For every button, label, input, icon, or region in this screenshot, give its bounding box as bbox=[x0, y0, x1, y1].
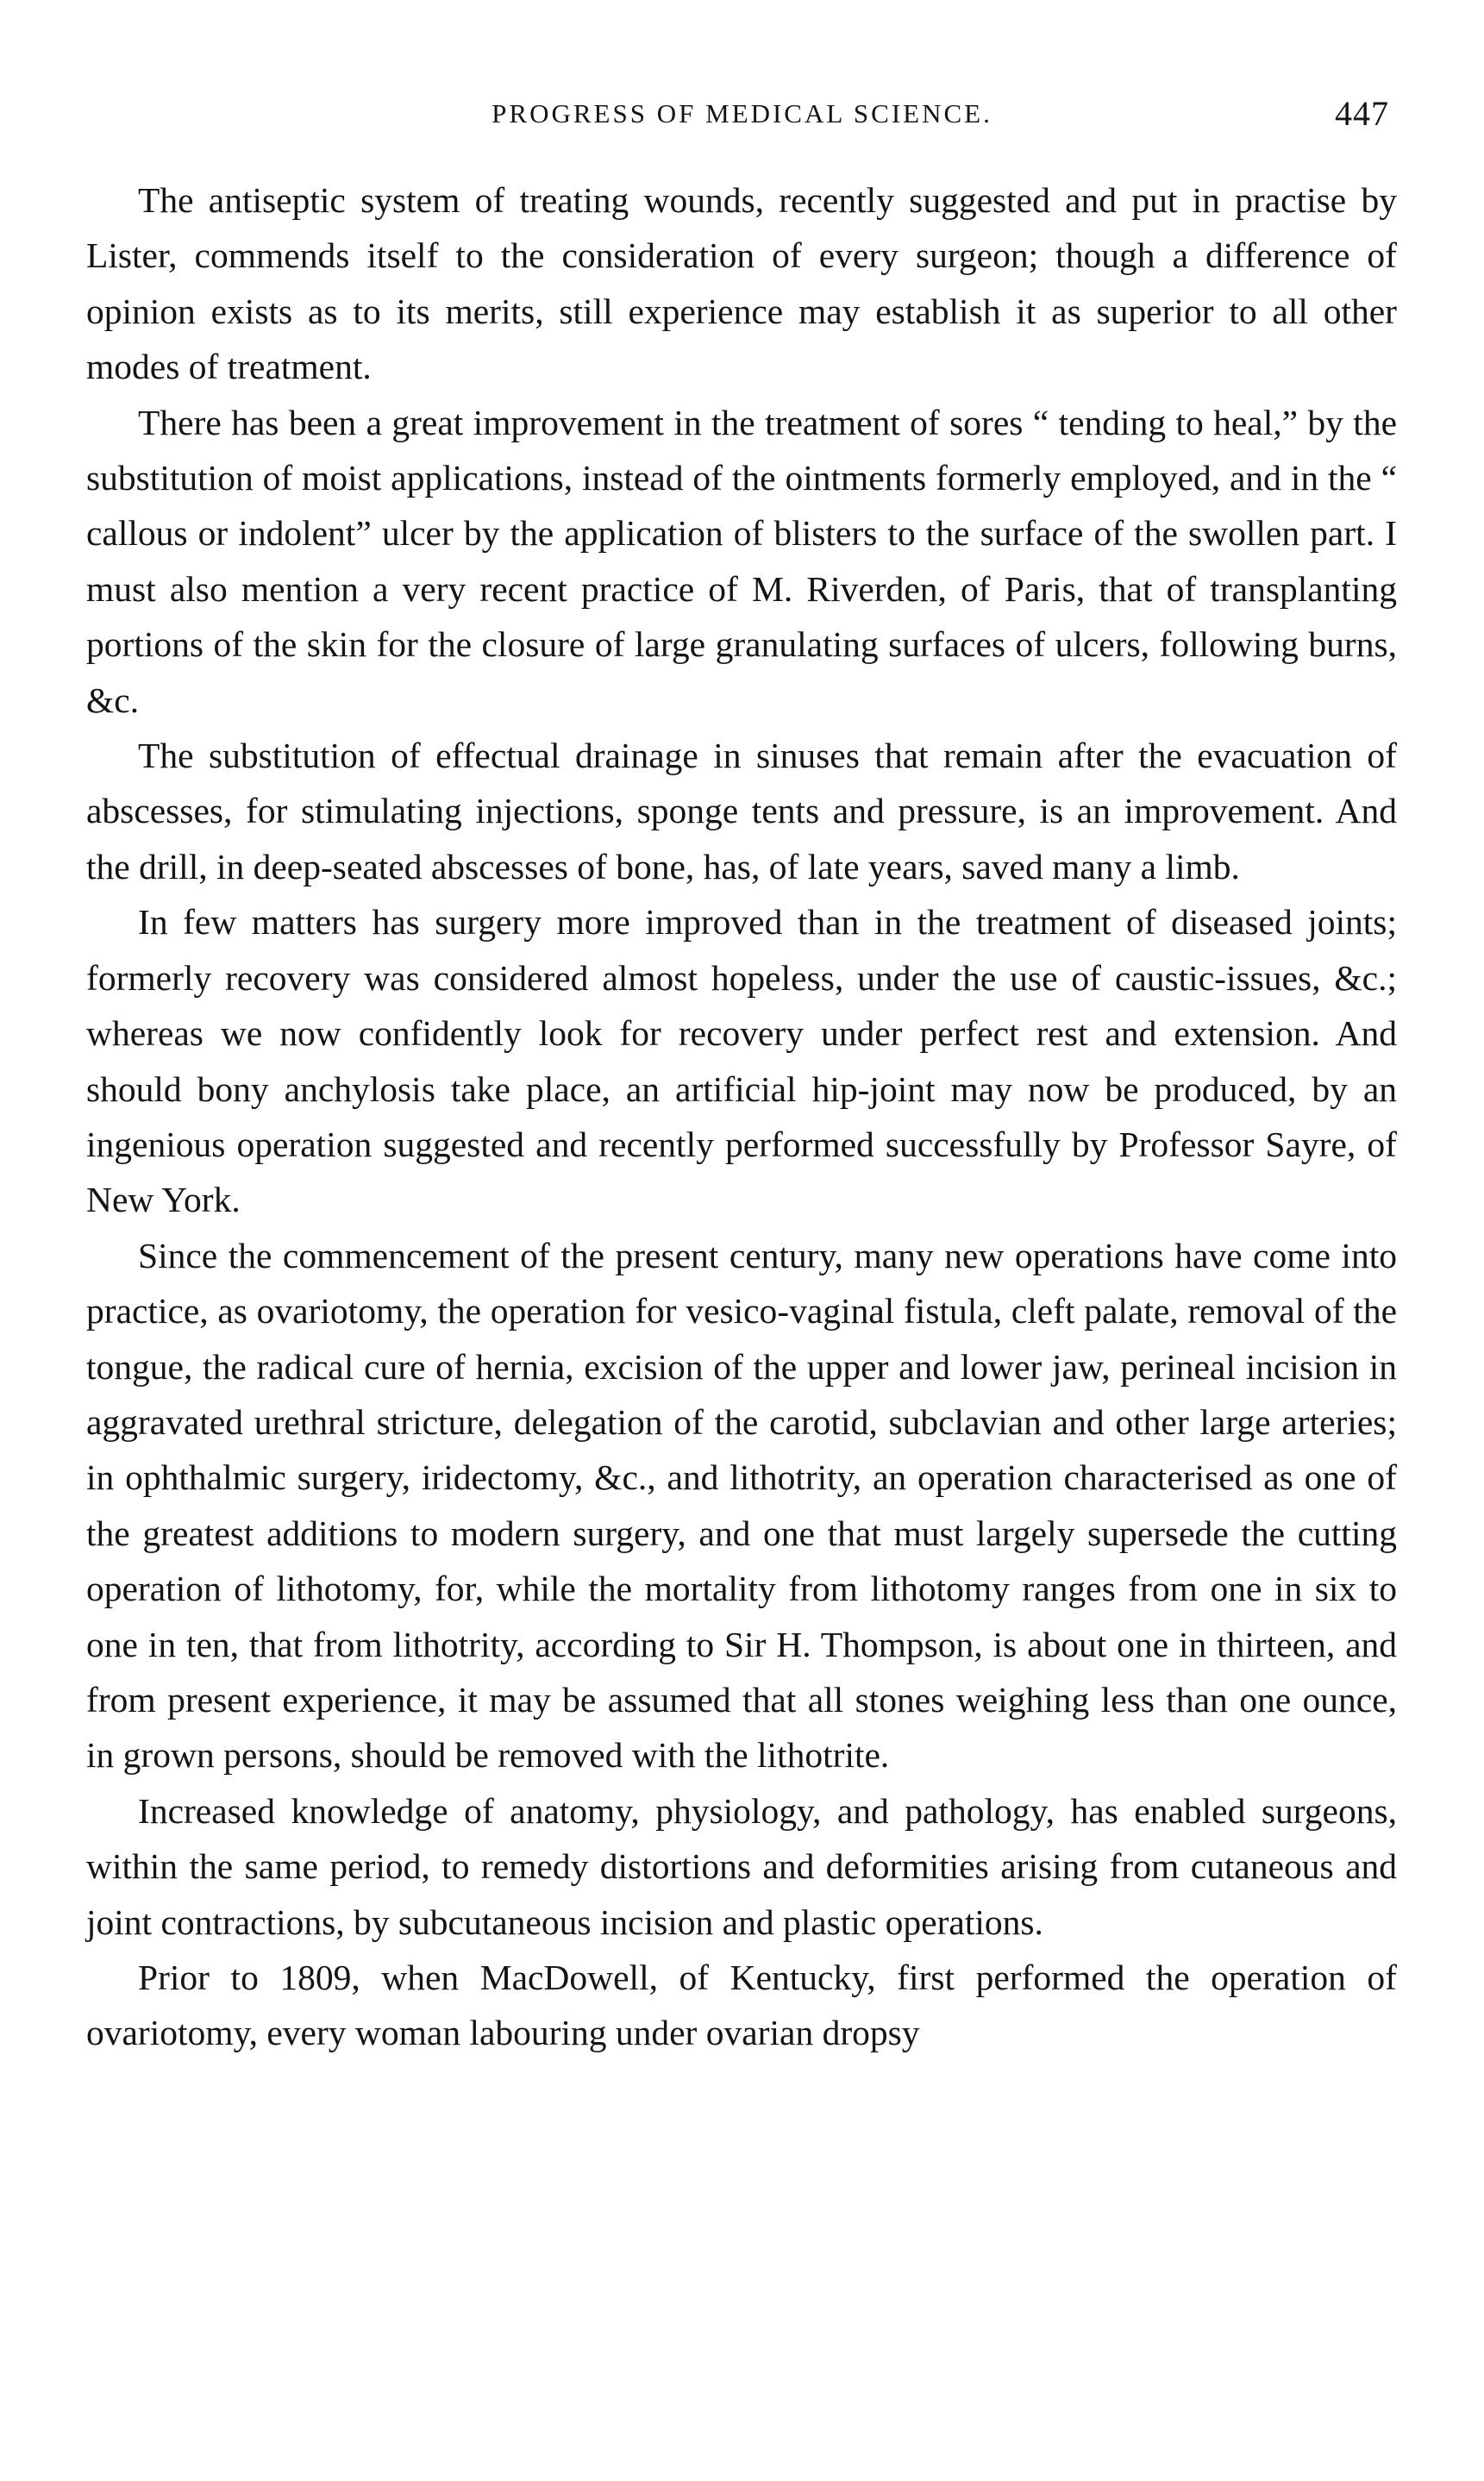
paragraph-ovariotomy: Prior to 1809, when MacDowell, of Kentucky, first performed the operation of ovariotomy, every woman labouring under ovarian dropsy bbox=[86, 1958, 1397, 2053]
page-number: 447 bbox=[1335, 94, 1389, 133]
paragraph-anatomy-knowledge: Increased knowledge of anatomy, physiology, and pathology, has enabled surgeons, within the same period, to remedy distortions and deformities arising from cutaneous and joint contractions, by subcutaneous incision and plastic operations. bbox=[86, 1790, 1397, 1942]
paragraph-diseased-joints: In few matters has surgery more improved than in the treatment of diseased joints; formerly recovery was considered almost hopeless, under the use of caustic-issues, &c.; whereas we now confidently look for recovery under perfect rest and extension. And should bony anchylosis take place, an artificial hip-joint may now be produced, by an ingenious operation suggested and recently performed successfully by Professor Sayre, of New York. bbox=[86, 902, 1397, 1220]
paragraph-new-operations: Since the commencement of the present century, many new operations have come into practice, as ovariotomy, the operation for vesico-vaginal fistula, cleft palate, removal of the tongue, the radical cure of hernia, excision of the upper and lower jaw, perineal incision in aggravated urethral stricture, delegation of the carotid, subclavian and other large arteries; in ophthalmic surgery, iridectomy, &c., and lithotrity, an operation characterised as one of the greatest additions to modern surgery, and one that must largely supersede the cutting operation of lithotomy, for, while the mortality from lithotomy ranges from one in six to one in ten, that from lithotrity, according to Sir H. Thompson, is about one in thirteen, and from present experience, it may be assumed that all stones weighing less than one ounce, in grown persons, should be removed with the lithotrite. bbox=[86, 1235, 1397, 1776]
paragraph-drainage: The substitution of effectual drainage in sinuses that remain after the evacuation of abscesses, for stimulating injections, sponge tents and pressure, is an improvement. And the drill, in deep-seated abscesses of bone, has, of late years, saved many a limb. bbox=[86, 736, 1397, 887]
paragraph-antiseptic-system: The antiseptic system of treating wounds, recently suggested and put in practise by Lister, commends itself to the consideration of every surgeon; though a difference of opinion exists as to its merits, still experience may establish it as superior to all other modes of treatment. bbox=[86, 180, 1397, 387]
running-head: PROGRESS OF MEDICAL SCIENCE. bbox=[492, 98, 992, 128]
body-text bbox=[86, 172, 1397, 2061]
page-header bbox=[86, 93, 1398, 136]
paragraph-treatment-of-sores: There has been a great improvement in the treatment of sores “ tending to heal,” by the substitution of moist applications, instead of the ointments formerly employed, and in the “ callous or indolent” ulcer by the application of blisters to the surface of the swollen part. I must also mention a very recent practice of M. Riverden, of Paris, that of transplanting portions of the skin for the closure of large granulating surfaces of ulcers, following burns, &c. bbox=[86, 402, 1397, 720]
